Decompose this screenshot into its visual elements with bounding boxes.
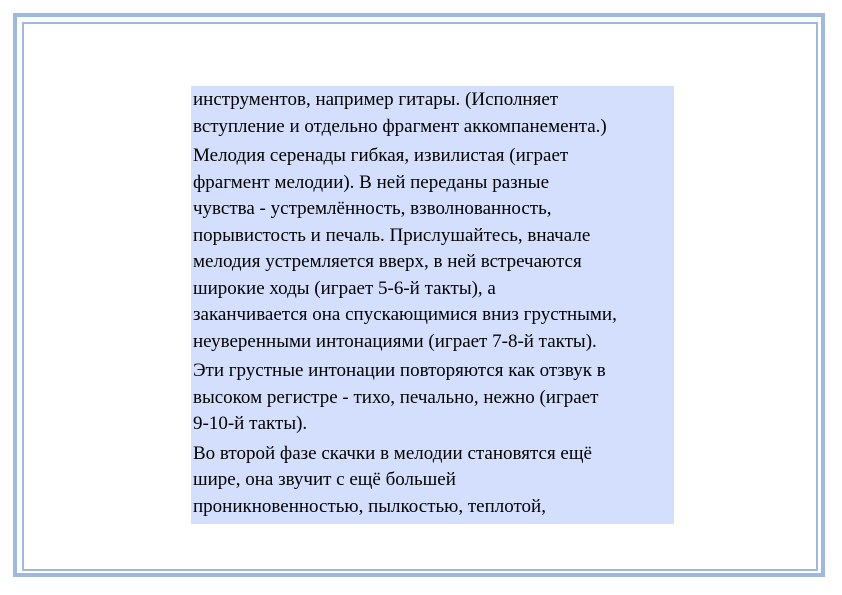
text-line: мелодия устремляется вверх, в ней встречаются [193, 251, 582, 272]
text-line: проникновенностью, пылкостью, теплотой, [193, 495, 546, 517]
text-line: порывистость и печаль. Прислушайтесь, вначале [193, 224, 591, 246]
paragraph-melody [193, 143, 672, 355]
text-line: высоком регистре - тихо, печально, нежно (играет [193, 386, 599, 408]
text-line: чувства - устремлённость, взволнованность, [193, 198, 552, 219]
text-line: Мелодия серенады гибкая, извилистая (играет [193, 145, 569, 166]
text-line: вступление и отдельно фрагмент аккомпанемента.) [193, 115, 607, 137]
text-line: Эти грустные интонации повторяются как отзвук в [193, 360, 606, 381]
text-line: 9-10-й такты). [193, 413, 308, 434]
text-line: неуверенными интонациями (играет 7-8-й такты). [193, 330, 597, 352]
paragraph-second-phase [193, 441, 672, 521]
text-line: фрагмент мелодии). В ней переданы разные [193, 171, 549, 193]
text-block [191, 86, 674, 524]
text-line: шире, она звучит с ещё большей [193, 469, 456, 490]
paragraph-echo [193, 358, 672, 438]
text-line: заканчивается она спускающимися вниз грустными, [193, 304, 617, 325]
text-line: Во второй фазе скачки в мелодии становятся ещё [193, 442, 592, 464]
paragraph-accompaniment [193, 87, 672, 140]
text-line: инструментов, например гитары. (Исполняет [193, 89, 559, 110]
text-line: широкие ходы (играет 5-6-й такты), а [193, 277, 496, 299]
